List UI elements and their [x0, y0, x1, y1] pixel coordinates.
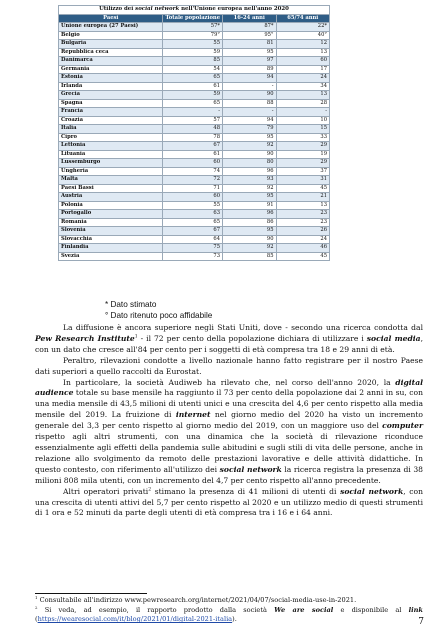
footnote-2-link[interactable]: https://wearesocial.com/it/blog/2021/01/digital-2021-italia: [37, 615, 233, 624]
column-header-paesi: Paesi: [59, 14, 163, 23]
table-row: [59, 176, 330, 185]
value-cell: 94: [223, 116, 277, 125]
value-cell: 40°: [276, 31, 329, 40]
value-cell: 12: [276, 40, 329, 49]
table-row: [59, 48, 330, 57]
country-cell: Slovacchia: [59, 235, 163, 244]
column-header-65-74-anni: 65/74 anni: [276, 14, 329, 23]
value-cell: 59: [163, 91, 223, 100]
value-cell: 57: [163, 116, 223, 125]
column-header-16-24-anni: 16-24 anni: [223, 14, 277, 23]
value-cell: 67: [163, 227, 223, 236]
table-row: [59, 184, 330, 193]
country-cell: Lussemburgo: [59, 159, 163, 168]
value-cell: -: [276, 108, 329, 117]
table-row: [59, 125, 330, 134]
table-row: [59, 142, 330, 151]
country-cell: Unione europea (27 Paesi): [59, 23, 163, 32]
value-cell: 60: [163, 159, 223, 168]
value-cell: 88: [223, 99, 277, 108]
country-cell: Lituania: [59, 150, 163, 159]
footnote-ref-1[interactable]: 1: [134, 334, 138, 340]
value-cell: 37: [276, 167, 329, 176]
footnote-2: $^2$ Si veda, ad esempio, il rapporto prodotto dalla società We are social e disponibile al link (https://wearesocial.com/it/blog/2021/01/digital-2021-italia).: [35, 604, 423, 624]
footnote-separator: [35, 593, 147, 594]
country-cell: Svezia: [59, 252, 163, 261]
table-row: [59, 235, 330, 244]
value-cell: 67: [163, 142, 223, 151]
value-cell: 95: [223, 227, 277, 236]
value-cell: -: [223, 82, 277, 91]
eu-social-network-table-container: [58, 5, 330, 261]
table-row: [59, 74, 330, 83]
country-cell: Danimarca: [59, 57, 163, 66]
footnotes: [35, 596, 423, 625]
table-row: [59, 167, 330, 176]
body-text: [35, 323, 423, 519]
value-cell: 19: [276, 150, 329, 159]
table-row: [59, 116, 330, 125]
table-header-row: [59, 14, 330, 23]
value-cell: 64: [163, 235, 223, 244]
table-row: [59, 57, 330, 66]
table-row: [59, 31, 330, 40]
value-cell: 65: [163, 99, 223, 108]
value-cell: 28: [276, 99, 329, 108]
value-cell: 86: [223, 218, 277, 227]
table-row: [59, 65, 330, 74]
value-cell: 72: [163, 176, 223, 185]
table-row: [59, 40, 330, 49]
country-cell: Belgio: [59, 31, 163, 40]
value-cell: 65: [163, 74, 223, 83]
value-cell: 33: [276, 133, 329, 142]
table-row: [59, 133, 330, 142]
value-cell: 26: [276, 227, 329, 236]
value-cell: 95: [223, 133, 277, 142]
column-header-totale-popolazione: Totale popolazione: [163, 14, 223, 23]
country-cell: Spagna: [59, 99, 163, 108]
country-cell: Irlanda: [59, 82, 163, 91]
table-notes: [105, 299, 212, 321]
table-title: Utilizzo dei social network nell'Unione europea nell'anno 2020: [59, 6, 330, 15]
value-cell: 10: [276, 116, 329, 125]
table-row: [59, 159, 330, 168]
country-cell: Slovenia: [59, 227, 163, 236]
value-cell: 96: [223, 210, 277, 219]
value-cell: 95: [223, 48, 277, 57]
country-cell: Italia: [59, 125, 163, 134]
footnote-1: $^1$ Consultabile all'indirizzo www.pewresearch.org/internet/2021/04/07/social-media-use-in-2021.: [35, 594, 357, 604]
country-cell: Lettonia: [59, 142, 163, 151]
value-cell: 13: [276, 91, 329, 100]
value-cell: 78: [163, 133, 223, 142]
table-row: [59, 23, 330, 32]
value-cell: 55: [163, 40, 223, 49]
country-cell: Repubblica ceca: [59, 48, 163, 57]
paragraph-3: In particolare, la società Audiweb ha rilevato che, nel corso dell'anno 2020, la digital audience totale su base mensile ha raggiunto il 73 per cento della popolazione dai 2 anni in su, con una media mensile di 43,5 milioni di utenti unici e una crescita del 4,6 per cento rispetto alla media mensile del 2019. La fruizione di internet nel giorno medio del 2020 ha visto un incremento generale del 3,3 per cento rispetto al giorno medio del 2019, con un maggiore uso del computer rispetto agli altri strumenti, con una dinamica che la società di rilevazione riconduce essenzialmente agli effetti della pandemia sulle abitudini e sugli stili di vita delle persone, anche in relazione allo svolgimento da remoto delle prestazioni lavorative e delle attività didattiche. In questo contesto, con riferimento all'utilizzo dei social network la ricerca registra la presenza di 38 milioni 808 mila utenti, con un incremento del 4,7 per cento rispetto all'anno precedente.: [35, 377, 423, 485]
value-cell: 45: [276, 252, 329, 261]
value-cell: 60: [163, 193, 223, 202]
value-cell: 92: [223, 244, 277, 253]
table-row: [59, 99, 330, 108]
value-cell: 87*: [223, 23, 277, 32]
footnote-ref-2[interactable]: 2: [148, 487, 152, 493]
note-unreliable: ° Dato ritenuto poco affidabile: [105, 311, 213, 320]
country-cell: Germania: [59, 65, 163, 74]
value-cell: 80: [223, 159, 277, 168]
paragraph-2: Peraltro, rilevazioni condotte a livello nazionale hanno fatto registrare per il nostro Paese dati superiori a quello raccolti da Eurostat.: [35, 355, 423, 376]
value-cell: 57*: [163, 23, 223, 32]
value-cell: 46: [276, 244, 329, 253]
value-cell: 29: [276, 159, 329, 168]
value-cell: 73: [163, 252, 223, 261]
table-row: [59, 150, 330, 159]
value-cell: 65: [163, 218, 223, 227]
table-row: [59, 252, 330, 261]
country-cell: Malta: [59, 176, 163, 185]
value-cell: -: [223, 108, 277, 117]
eu-social-network-table: [58, 5, 330, 261]
value-cell: 23: [276, 210, 329, 219]
value-cell: 21: [276, 193, 329, 202]
value-cell: 85: [223, 252, 277, 261]
value-cell: 93: [223, 176, 277, 185]
table-row: [59, 91, 330, 100]
table-body: [59, 23, 330, 261]
value-cell: 22*: [276, 23, 329, 32]
country-cell: Estonia: [59, 74, 163, 83]
country-cell: Polonia: [59, 201, 163, 210]
table-row: [59, 218, 330, 227]
value-cell: 45: [276, 184, 329, 193]
value-cell: 31: [276, 176, 329, 185]
value-cell: 81: [223, 40, 277, 49]
value-cell: 90: [223, 91, 277, 100]
value-cell: 61: [163, 150, 223, 159]
value-cell: 34: [276, 82, 329, 91]
value-cell: 13: [276, 48, 329, 57]
paragraph-4: Altri operatori privati$^2$ stimano la presenza di 41 milioni di utenti di social network, con una crescita di utenti attivi del 5,7 per cento rispetto al 2020 e un utilizzo medio di questi strumenti di 1 ora e 52 minuti da parte degli utenti di età compresa tra i 16 e i 64 anni.: [35, 486, 423, 518]
country-cell: Cipro: [59, 133, 163, 142]
country-cell: Ungheria: [59, 167, 163, 176]
table-row: [59, 193, 330, 202]
country-cell: Finlandia: [59, 244, 163, 253]
value-cell: 90: [223, 235, 277, 244]
value-cell: 89: [223, 65, 277, 74]
value-cell: 13: [276, 201, 329, 210]
value-cell: 91: [223, 201, 277, 210]
country-cell: Croazia: [59, 116, 163, 125]
value-cell: 60: [276, 57, 329, 66]
value-cell: 63: [163, 210, 223, 219]
value-cell: 54: [163, 65, 223, 74]
value-cell: 71: [163, 184, 223, 193]
paragraph-1: La diffusione è ancora superiore negli Stati Uniti, dove - secondo una ricerca condotta dal Pew Research Institute$^1$ - il 72 per cento della popolazione dichiara di utilizzare i social media, con un dato che cresce all'84 per cento per i soggetti di età compresa tra 18 e 29 anni di età.: [35, 323, 423, 354]
value-cell: 85: [163, 57, 223, 66]
value-cell: 55: [163, 201, 223, 210]
country-cell: Paesi Bassi: [59, 184, 163, 193]
table-row: [59, 227, 330, 236]
table-row: [59, 201, 330, 210]
value-cell: 75: [163, 244, 223, 253]
value-cell: 24: [276, 74, 329, 83]
country-cell: Portogallo: [59, 210, 163, 219]
value-cell: 61: [163, 82, 223, 91]
value-cell: 97: [223, 57, 277, 66]
value-cell: 95: [223, 193, 277, 202]
value-cell: 79°: [163, 31, 223, 40]
value-cell: 24: [276, 235, 329, 244]
country-cell: Grecia: [59, 91, 163, 100]
value-cell: 59: [163, 48, 223, 57]
country-cell: Francia: [59, 108, 163, 117]
value-cell: 95°: [223, 31, 277, 40]
value-cell: 48: [163, 125, 223, 134]
value-cell: 92: [223, 184, 277, 193]
value-cell: -: [163, 108, 223, 117]
country-cell: Austria: [59, 193, 163, 202]
value-cell: 94: [223, 74, 277, 83]
table-row: [59, 244, 330, 253]
value-cell: 74: [163, 167, 223, 176]
value-cell: 17: [276, 65, 329, 74]
value-cell: 90: [223, 150, 277, 159]
country-cell: Romania: [59, 218, 163, 227]
value-cell: 79: [223, 125, 277, 134]
table-row: [59, 210, 330, 219]
value-cell: 15: [276, 125, 329, 134]
value-cell: 96: [223, 167, 277, 176]
page-number: 7: [418, 617, 424, 627]
table-row: [59, 108, 330, 117]
note-estimated: * Dato stimato: [105, 300, 157, 309]
value-cell: 92: [223, 142, 277, 151]
country-cell: Bulgaria: [59, 40, 163, 49]
value-cell: 29: [276, 142, 329, 151]
value-cell: 23: [276, 218, 329, 227]
table-row: [59, 82, 330, 91]
